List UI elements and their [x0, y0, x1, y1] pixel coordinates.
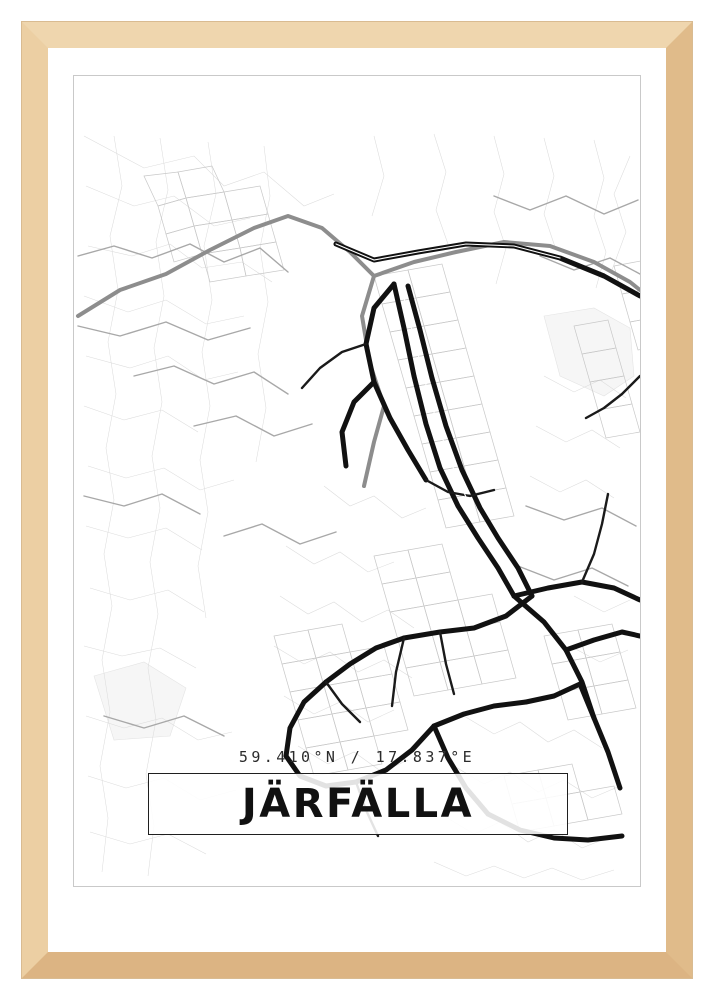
place-title: JÄRFÄLLA [241, 781, 475, 827]
place-title-box [148, 773, 568, 835]
map-keyline-border [73, 75, 641, 887]
map-coordinates: 59.410°N / 17.837°E [238, 748, 476, 766]
